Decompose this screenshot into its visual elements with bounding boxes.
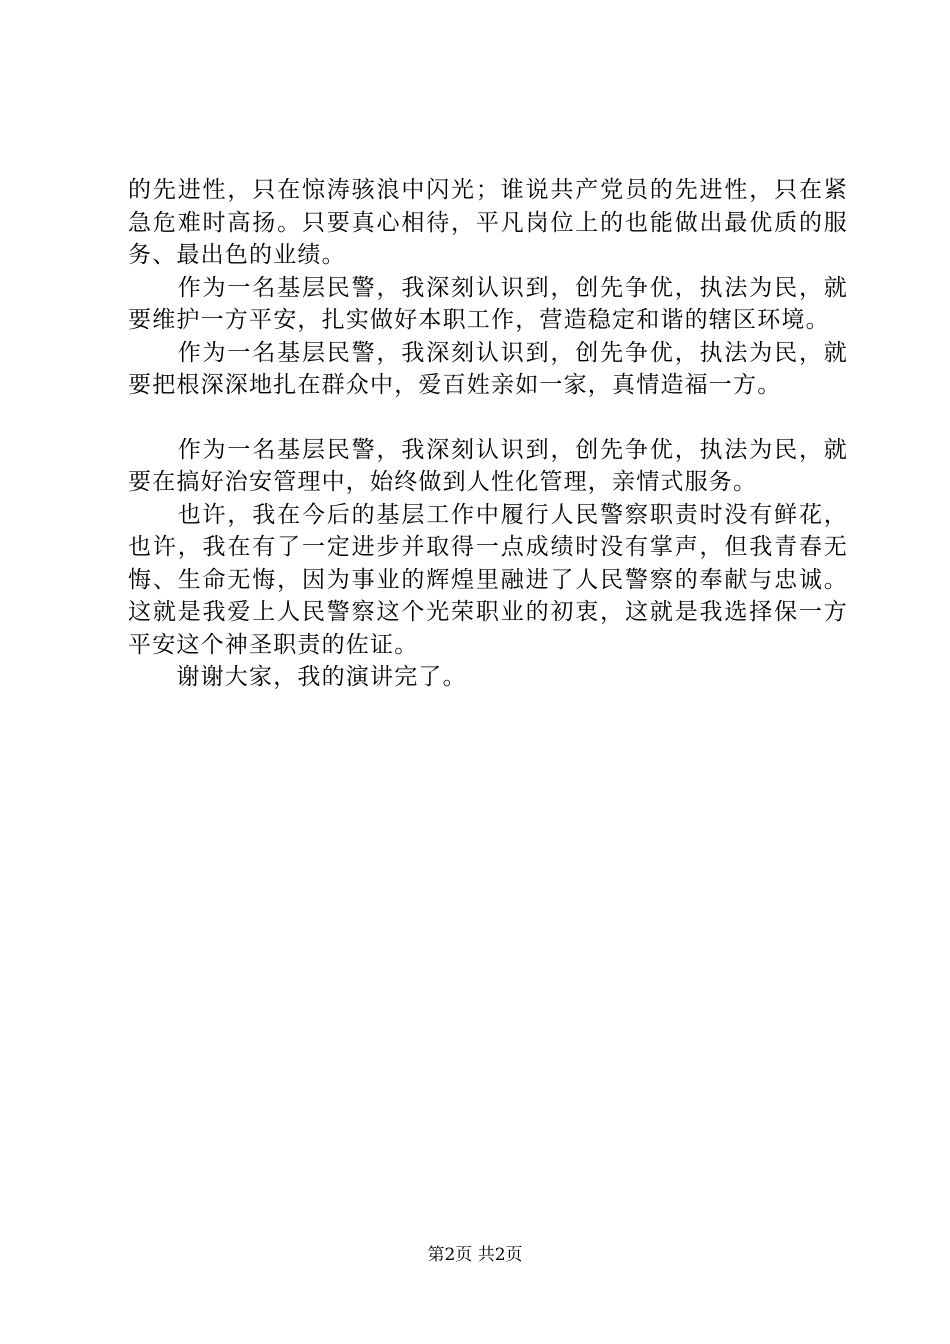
- paragraph-maintain-peace: 作为一名基层民警，我深刻认识到，创先争优，执法为民，就要维护一方平安，扎实做好本职工作，营造稳定和谐的辖区环境。: [128, 274, 848, 333]
- paragraph-spacer: [128, 402, 848, 434]
- paragraph-roots-in-masses: 作为一名基层民警，我深刻认识到，创先争优，执法为民，就要把根深深地扎在群众中，爱百姓亲如一家，真情造福一方。: [128, 339, 848, 398]
- paragraph-no-regrets: 也许，我在今后的基层工作中履行人民警察职责时没有鲜花，也许，我在有了一定进步并取得一点成绩时没有掌声，但我青春无悔、生命无悔，因为事业的辉煌里融进了人民警察的奉献与忠诚。这就是我爱上人民警察这个光荣职业的初衷，这就是我选择保一方平安这个神圣职责的佐证。: [128, 501, 848, 658]
- page-footer: 第2页 共2页: [427, 1245, 523, 1265]
- paragraph-public-security: 作为一名基层民警，我深刻认识到，创先争优，执法为民，就要在搞好治安管理中，始终做到人性化管理，亲情式服务。: [128, 436, 848, 495]
- paragraph-closing: 谢谢大家，我的演讲完了。: [128, 664, 467, 690]
- speech-body: [128, 174, 848, 694]
- paragraph-continuation: 的先进性，只在惊涛骇浪中闪光；谁说共产党员的先进性，只在紧急危难时高扬。只要真心相待，平凡岗位上的也能做出最优质的服务、最出色的业绩。: [128, 177, 848, 268]
